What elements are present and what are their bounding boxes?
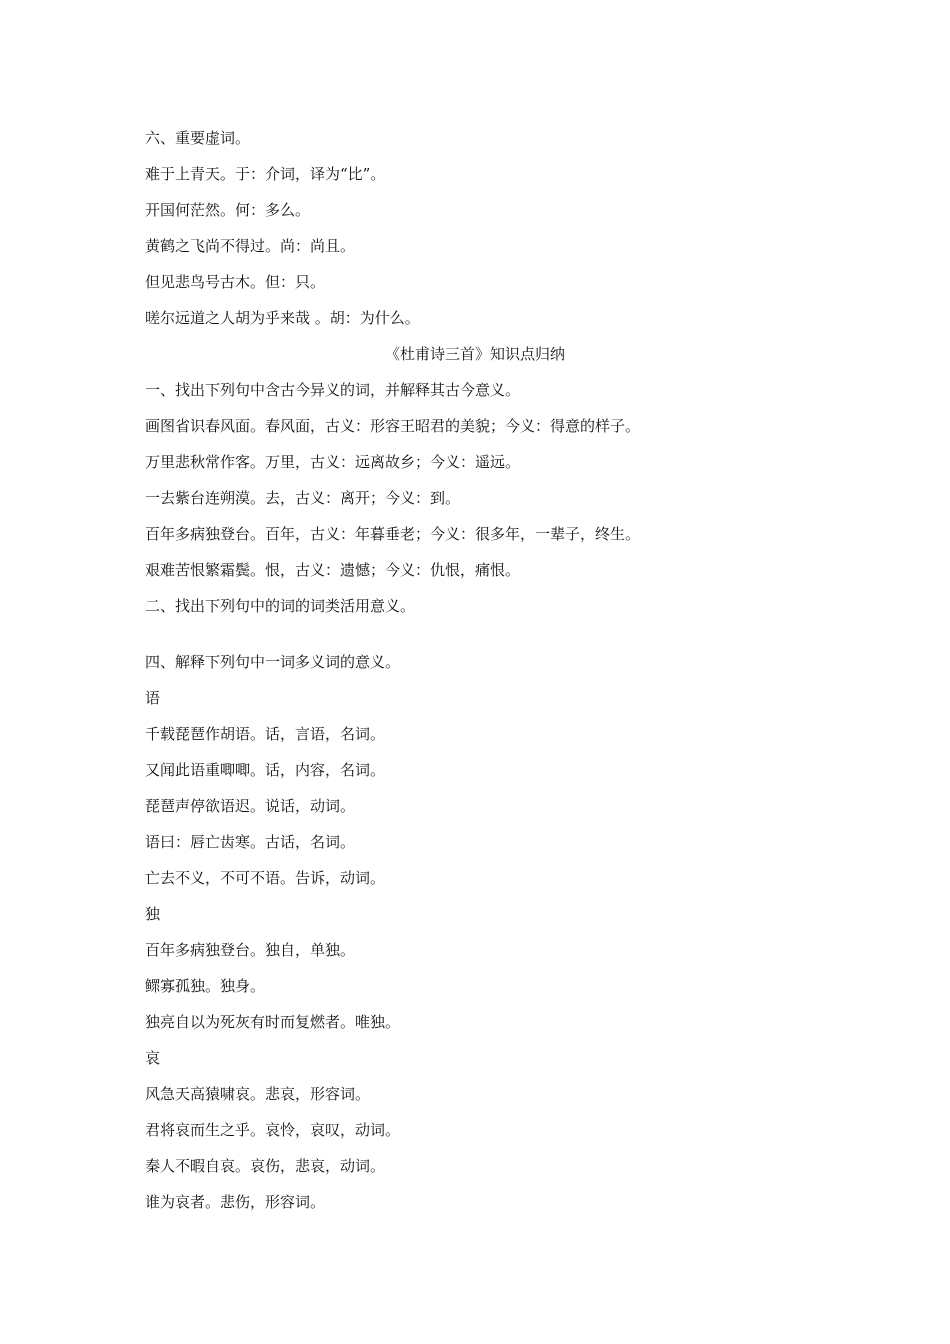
polysemy-word: 独 [145,905,161,923]
section-heading-word-class-use: 二、找出下列句中的词的词类活用意义。 [145,597,416,615]
example-line: 黄鹤之飞尚不得过。尚：尚且。 [145,237,356,255]
example-line: 开国何茫然。何：多么。 [145,201,311,219]
section-heading-function-words: 六、重要虚词。 [145,129,251,147]
example-line: 语曰：唇亡齿寒。古话，名词。 [145,833,356,851]
example-line: 画图省识春风面。春风面，古义：形容王昭君的美貌；今义：得意的样子。 [145,417,641,435]
example-line: 风急天高猿啸哀。悲哀，形容词。 [145,1085,371,1103]
example-line: 难于上青天。于：介词，译为“比”。 [145,165,386,183]
polysemy-word: 哀 [145,1049,161,1067]
example-line: 但见悲鸟号古木。但：只。 [145,273,326,291]
blank-space [145,628,805,648]
example-line: 又闻此语重唧唧。话，内容，名词。 [145,761,386,779]
document-body [145,124,805,1224]
example-line: 琵琶声停欲语迟。说话，动词。 [145,797,356,815]
example-line: 一去紫台连朔漠。去，古义：离开；今义：到。 [145,489,461,507]
polysemy-word: 语 [145,689,161,707]
example-line: 百年多病独登台。独自，单独。 [145,941,356,959]
example-line: 君将哀而生之乎。哀怜，哀叹，动词。 [145,1121,401,1139]
example-line: 亡去不义，不可不语。告诉，动词。 [145,869,386,887]
example-line: 千载琵琶作胡语。话，言语，名词。 [145,725,386,743]
example-line: 鳏寡孤独。独身。 [145,977,266,995]
example-line: 嗟尔远道之人胡为乎来哉 。胡：为什么。 [145,309,420,327]
example-line: 万里悲秋常作客。万里，古义：远离故乡；今义：遥远。 [145,453,521,471]
section-heading-ancient-modern-meaning: 一、找出下列句中含古今异义的词，并解释其古今意义。 [145,381,521,399]
example-line: 谁为哀者。悲伤，形容词。 [145,1193,326,1211]
example-line: 秦人不暇自哀。哀伤，悲哀，动词。 [145,1157,386,1175]
document-title: 《杜甫诗三首》知识点归纳 [384,345,565,363]
example-line: 百年多病独登台。百年，古义：年暮垂老；今义：很多年，一辈子，终生。 [145,525,641,543]
section-heading-polysemy: 四、解释下列句中一词多义词的意义。 [145,653,401,671]
example-line: 独亮自以为死灰有时而复燃者。唯独。 [145,1013,401,1031]
example-line: 艰难苦恨繁霜鬓。恨，古义：遗憾；今义：仇恨，痛恨。 [145,561,521,579]
